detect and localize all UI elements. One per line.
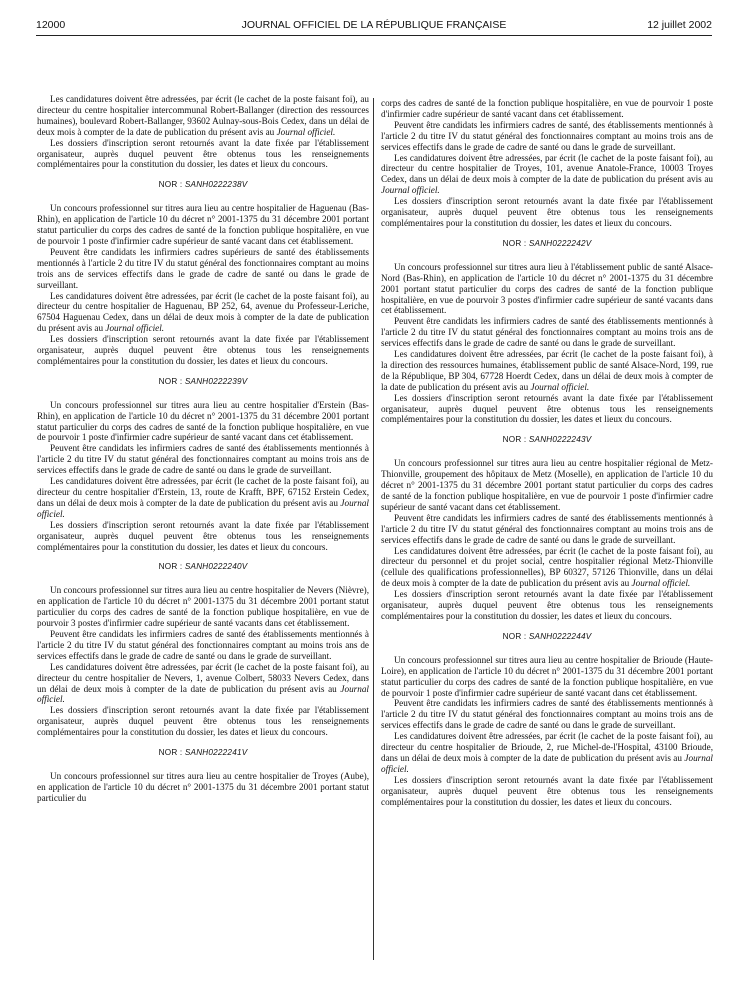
right-column [381, 98, 713, 807]
nor-reference: NOR : SANH0222244V [502, 631, 592, 641]
paragraph: Les candidatures doivent être adressées, par écrit (le cachet de la poste faisant foi), au directeur du centre hospitalier de Brioude, 2, rue Michel-de-l'Hospital, 43100 Brioude, dans un délai de deux mois à compter de la date de publication du présent avis au Journal officiel. [381, 731, 713, 774]
paragraph: Un concours professionnel sur titres aura lieu au centre hospitalier de Troyes (Aube), en application de l'article 10 du décret n° 2001-1375 du 31 décembre 2001 portant statut particulier du [37, 770, 369, 803]
page-header [36, 19, 712, 33]
nor-reference: NOR : SANH0222239V [158, 376, 248, 386]
paragraph: Un concours professionnel sur titres aura lieu au centre hospitalier de Haguenau (Bas-Rhin), en application de l'article 10 du décret n° 2001-1375 du 31 décembre 2001 portant statut particulier du corps des cadres de santé de la fonction publique hospitalière, en vue de pourvoir 1 poste d'infirmier cadre supérieur de santé vacant dans cet établissement. [37, 203, 369, 246]
paragraph: Un concours professionnel sur titres aura lieu au centre hospitalier de Nevers (Nièvre), en application de l'article 10 du décret n° 2001-1375 du 31 décembre 2001 portant statut particulier du corps des cadres de santé de la fonction publique hospitalière, en vue de pourvoir 3 postes d'infirmier cadre supérieur de santé vacants dans cet établissement. [37, 585, 369, 629]
paragraph: Un concours professionnel sur titres aura lieu au centre hospitalier régional de Metz-Thionville, groupement des hôpitaux de Metz (Moselle), en application de l'article 10 du décret n° 2001-1375 du 31 décembre 2001 portant statut particulier du corps des cadres de santé de la fonction publique hospitalière, en vue de pourvoir 1 poste d'infirmier cadre supérieur de santé vacant dans cet établissement. [381, 458, 713, 512]
paragraph: Peuvent être candidats les infirmiers cadres de santé des établissements mentionnés à l'article 2 du titre IV du statut général des fonctionnaires comptant au moins trois ans de services effectifs dans le grade de cadre de santé ou dans le grade de surveillant. [37, 628, 369, 661]
paragraph: Peuvent être candidats les infirmiers cadres de santé, des établissements mentionnés à l'article 2 du titre IV du statut général des fonctionnaires comptant au moins trois ans de services effectifs dans le grade de cadre de santé ou dans le grade de surveillant. [381, 119, 713, 152]
paragraph: Les candidatures doivent être adressées, par écrit (le cachet de la poste faisant foi), au directeur du centre hospitalier d'Erstein, 13, route de Krafft, BPF, 67152 Erstein Cedex, dans un délai de deux mois à compter de la date de publication du présent avis au Journal officiel. [37, 476, 369, 519]
paragraph: Les dossiers d'inscription seront retournés avant la date fixée par l'établissement organisateur, auprès duquel peuvent être obtenus tous les renseignements complémentaires pour la constitution du dossier, les dates et lieux du concours. [381, 774, 713, 807]
nor-reference: NOR : SANH0222241V [158, 748, 248, 758]
column-separator [373, 98, 374, 960]
left-column [37, 94, 369, 804]
paragraph: Les dossiers d'inscription seront retournés avant la date fixée par l'établissement organisateur, auprès duquel peuvent être obtenus tous les renseignements complémentaires pour la constitution du dossier, les dates et lieux du concours. [37, 705, 369, 738]
paragraph: Les candidatures doivent être adressées, par écrit (le cachet de la poste faisant foi), au directeur du personnel et du projet social, centre hospitalier régional Metz-Thionville (cellule des qualifications professionnelles), BP 60327, 57126 Thionville, dans un délai de deux mois à compter de la date de publication du présent avis au Journal officiel. [381, 545, 713, 589]
paragraph: Les dossiers d'inscription seront retournés avant la date fixée par l'établissement organisateur, auprès duquel peuvent être obtenus tous les renseignements complémentaires pour la constitution du dossier, les dates et lieux du concours. [381, 392, 713, 425]
paragraph: corps des cadres de santé de la fonction publique hospitalière, en vue de pourvoir 1 poste d'infirmier cadre supérieur de santé vacant dans cet établissement. [381, 98, 713, 119]
paragraph: Les dossiers d'inscription seront retournés avant la date fixée par l'établissement organisateur, auprès duquel peuvent être obtenus tous les renseignements complémentaires pour la constitution du dossier, les dates et lieux du concours. [381, 196, 713, 228]
paragraph: Peuvent être candidats les infirmiers cadres de santé des établissements mentionnés à l'article 2 du titre IV du statut général des fonctionnaires comptant au moins trois ans de services effectifs dans le grade de cadre de santé ou dans le grade de surveillant. [381, 512, 713, 545]
paragraph: Peuvent être candidats les infirmiers cadres de santé des établissements mentionnés à l'article 2 du titre IV du statut général des fonctionnaires comptant au moins trois ans de services effectifs dans le grade de cadre de santé ou dans le grade de surveillant. [381, 316, 713, 349]
paragraph: Un concours professionnel sur titres aura lieu à l'établissement public de santé Alsace-Nord (Bas-Rhin), en application de l'article 10 du décret n° 2001-1375 du 31 décembre 2001 portant statut particulier du corps des cadres de santé de la fonction publique hospitalière, en vue de pourvoir 3 postes d'infirmier cadre supérieur de santé vacants dans cet établissement. [381, 261, 713, 316]
paragraph: Les dossiers d'inscription seront retournés avant la date fixée par l'établissement organisateur, auprès duquel peuvent être obtenus tous les renseignements complémentaires pour la constitution du dossier, les dates et lieux du concours. [381, 589, 713, 621]
paragraph: Peuvent être candidats les infirmiers cadres supérieurs de santé des établissements mentionnés à l'article 2 du titre IV du statut général des fonctionnaires comptant au moins trois ans de services effectifs dans le grade de cadre de santé ou dans le grade de surveillant. [37, 246, 369, 290]
paragraph: Les candidatures doivent être adressées, par écrit (le cachet de la poste faisant foi), au directeur du centre hospitalier de Troyes, 101, avenue Anatole-France, 10003 Troyes Cedex, dans un délai de deux mois à compter de la date de publication du présent avis au Journal officiel. [381, 152, 713, 196]
paragraph: Peuvent être candidats les infirmiers cadres de santé des établissements mentionnés à l'article 2 du titre IV du statut général des fonctionnaires comptant au moins trois ans de services effectifs dans le grade de cadre de santé ou dans le grade de surveillant. [37, 443, 369, 476]
issue-date: 12 juillet 2002 [647, 19, 712, 31]
page-number: 12000 [36, 19, 66, 31]
paragraph: Les dossiers d'inscription seront retournés avant la date fixée par l'établissement organisateur, auprès duquel peuvent être obtenus tous les renseignements complémentaires pour la constitution du dossier, les dates et lieux du concours. [37, 137, 369, 170]
paragraph: Les candidatures doivent être adressées, par écrit (le cachet de la poste faisant foi), au directeur du centre hospitalier de Nevers, 1, avenue Colbert, 58033 Nevers Cedex, dans un délai de deux mois à compter de la date de publication du présent avis au Journal officiel. [37, 661, 369, 705]
paragraph: Un concours professionnel sur titres aura lieu au centre hospitalier d'Erstein (Bas-Rhin), en application de l'article 10 du décret n° 2001-1375 du 31 décembre 2001 portant statut particulier du corps des cadres de santé de la fonction publique hospitalière, en vue de pourvoir 1 poste d'infirmier cadre supérieur de santé vacant dans cet établissement. [37, 399, 369, 443]
paragraph: Peuvent être candidats les infirmiers cadres de santé des établissements mentionnés à l'article 2 du titre IV du statut général des fonctionnaires comptant au moins trois ans de services effectifs dans le grade de cadre de santé ou dans le grade de surveillant. [381, 698, 713, 731]
paragraph: Un concours professionnel sur titres aura lieu au centre hospitalier de Brioude (Haute-Loire), en application de l'article 10 du décret n° 2001-1375 du 31 décembre 2001 portant statut particulier du corps des cadres de santé de la fonction publique hospitalière, en vue de pourvoir 1 poste d'infirmier cadre supérieur de santé vacant dans cet établissement. [381, 654, 713, 698]
paragraph: Les candidatures doivent être adressées, par écrit (le cachet de la poste faisant foi), à la direction des ressources humaines, établissement public de santé Alsace-Nord, 199, rue de la République, BP 304, 67728 Hoerdt Cedex, dans un délai de deux mois à compter de la date de publication du présent avis au Journal officiel. [381, 349, 713, 392]
paragraph: Les dossiers d'inscription seront retournés avant la date fixée par l'établissement organisateur, auprès duquel peuvent être obtenus tous les renseignements complémentaires pour la constitution du dossier, les dates et lieux du concours. [37, 519, 369, 552]
header-rule [36, 35, 712, 36]
paragraph: Les candidatures doivent être adressées, par écrit (le cachet de la poste faisant foi), au directeur du centre hospitalier intercommunal Robert-Ballanger (direction des ressources humaines), boulevard Robert-Ballanger, 93602 Aulnay-sous-Bois Cedex, dans un délai de deux mois à compter de la date de publication du présent avis au Journal officiel. [37, 94, 369, 137]
paragraph: Les dossiers d'inscription seront retournés avant la date fixée par l'établissement organisateur, auprès duquel peuvent être obtenus tous les renseignements complémentaires pour la constitution du dossier, les dates et lieux du concours. [37, 334, 369, 366]
nor-reference: NOR : SANH0222243V [502, 435, 592, 445]
nor-reference: NOR : SANH0222238V [158, 180, 248, 190]
nor-reference: NOR : SANH0222242V [502, 238, 592, 248]
journal-title: JOURNAL OFFICIEL DE LA RÉPUBLIQUE FRANÇAISE [241, 19, 507, 31]
paragraph: Les candidatures doivent être adressées, par écrit (le cachet de la poste faisant foi), au directeur du centre hospitalier de Haguenau, BP 252, 64, avenue du Professeur-Leriche, 67504 Haguenau Cedex, dans un délai de deux mois à compter de la date de publication du présent avis au Journal officiel. [37, 290, 369, 334]
nor-reference: NOR : SANH0222240V [158, 562, 248, 572]
